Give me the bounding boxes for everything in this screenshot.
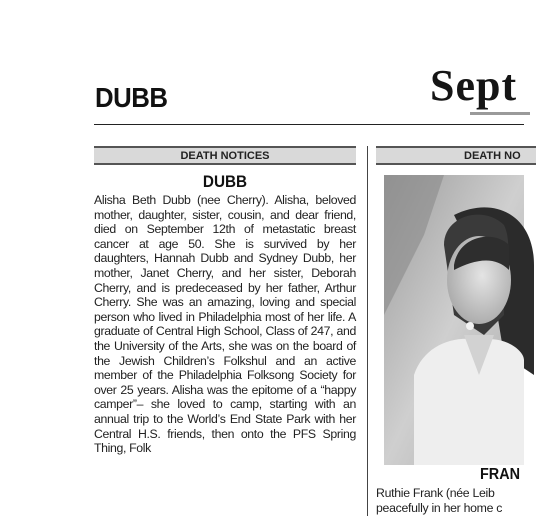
portrait-photo-icon xyxy=(384,175,524,465)
page-header-name: DUBB xyxy=(95,82,168,113)
notice-body: Alisha Beth Dubb (nee Cherry). Alisha, beloved mother, daughter, sister, cousin, and dear friend, died on September 12th of metastatic breast cancer at age 50. She is survived by her daughters, Hannah Dubb and Sydney Dubb, her mother, Janet Cherry, and her sister, Deborah Cherry, and is predeceased by her father, Arthur Cherry. She was an amazing, loving and special person who lived in Philadelphia most of her life. A graduate of Central High School, Class of 247, and the University of the Arts, she was on the board of the Jewish Children’s Folkshul and an active member of the Philadelphia Folksong Society for over 25 years. Alisha was the epitome of a “happy camper”– she loved to camp, starting with an annual trip to the World’s End State Park with her Central H.S. friends, then onto the PFS Spring Thing, Folk xyxy=(94,193,356,456)
notice-heading: DUBB xyxy=(202,172,248,191)
portrait-photo xyxy=(384,175,524,465)
section-bar-label-right: DEATH NO xyxy=(464,149,521,162)
page-header-month: Sept xyxy=(430,61,518,110)
column-divider xyxy=(367,146,368,516)
photo-caption-body xyxy=(376,486,526,516)
header-rule xyxy=(94,124,524,125)
section-bar-death-notices xyxy=(94,146,356,165)
header-accent-line xyxy=(470,112,530,115)
caption-line: peacefully in her home c xyxy=(376,501,503,515)
section-bar-death-notices-right xyxy=(376,146,536,165)
photo-caption-name: FRAN xyxy=(480,466,520,483)
caption-line: Ruthie Frank (née Leib xyxy=(376,486,495,500)
section-bar-label: DEATH NOTICES xyxy=(180,149,270,162)
